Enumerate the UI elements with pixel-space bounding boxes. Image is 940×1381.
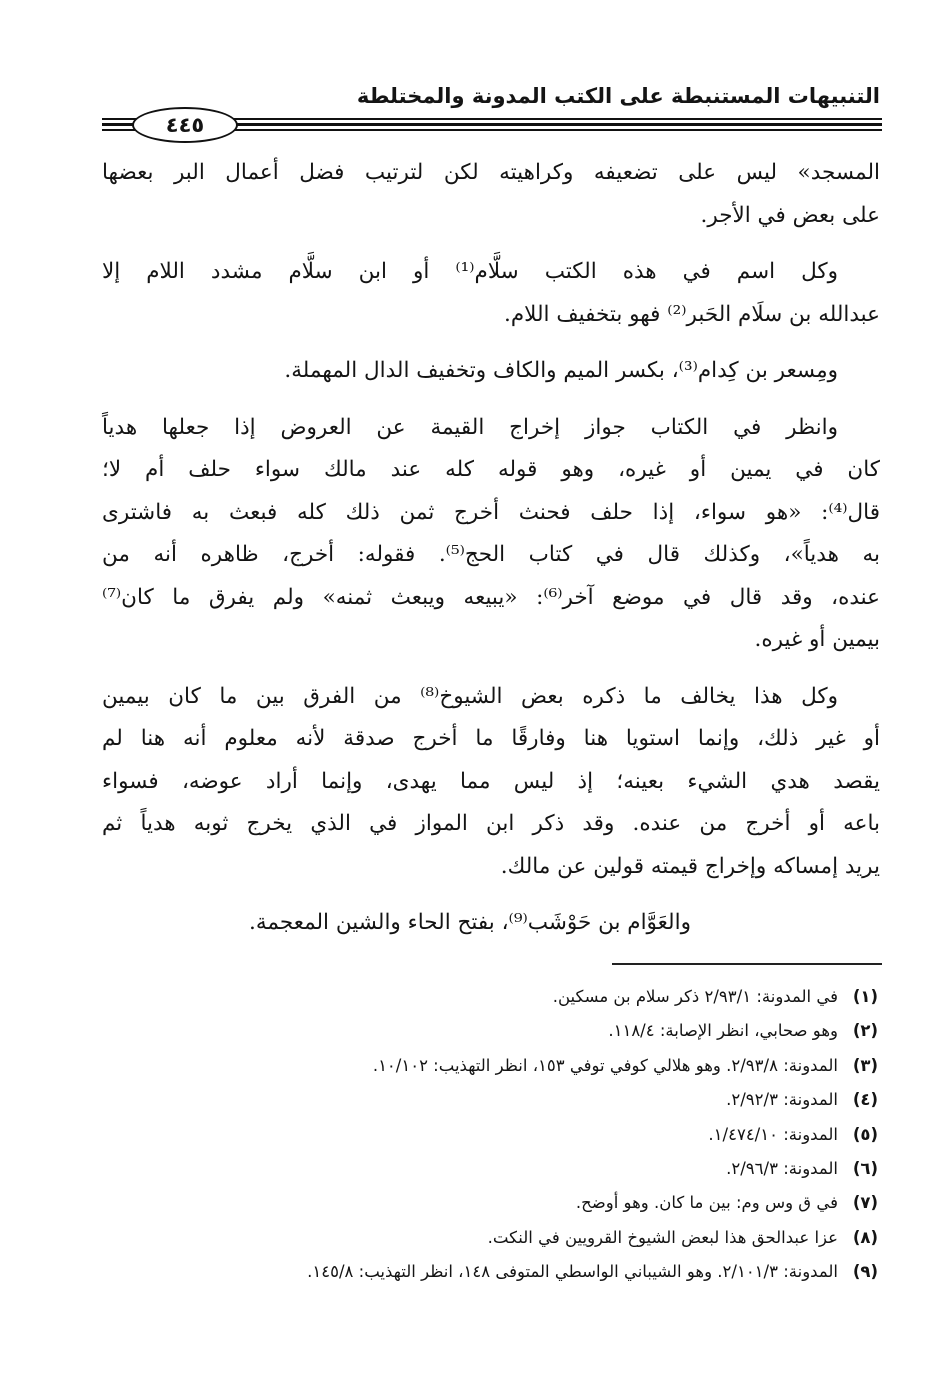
footnote (102, 1014, 878, 1048)
text-line: كان في يمين أو غيره، وهو قوله كله عند مالك سواء حلف أم لا؛ (102, 457, 880, 482)
footnote (102, 1221, 878, 1255)
text-line: المسجد» ليس على تضعيفه وكراهيته لكن لترتيب فضل أعمال البر بعضها (102, 160, 880, 185)
paragraph (102, 676, 880, 889)
page-number: ٤٤٥ (132, 107, 238, 143)
text-line: عنده، وقد قال في موضع آخر⁽⁶⁾: «يبيعه ويبعث ثمنه» ولم يفرق ما كان⁽⁷⁾ (102, 584, 880, 610)
text-line: عبدالله بن سلَام الحَبر⁽²⁾ فهو بتخفيف اللام. (504, 301, 880, 327)
footnote-text: في المدونة: ٢/٩٣/١ ذكر سلام بن مسكين. (552, 987, 838, 1006)
footnote (102, 1118, 878, 1152)
text-line: بيمين أو غيره. (754, 627, 880, 652)
text-line: أو غير ذلك، وإنما استويا هنا وفارقًا ما أخرج صدقة لأنه معلوم أنه هنا لم (102, 726, 880, 751)
text-line: وكل هذا يخالف ما ذكره بعض الشيوخ⁽⁸⁾ من الفرق بين ما كان بيمين (102, 683, 838, 709)
footnote-text: المدونة: ٢/٩٢/٣. (726, 1090, 838, 1110)
footnote-text: عزا عبدالحق هذا لبعض الشيوخ القرويين في النكت. (487, 1227, 838, 1247)
footnote-number: (١) (852, 987, 878, 1006)
paragraph (102, 350, 880, 393)
footnote (102, 1049, 878, 1083)
text-line: يريد إمساكه وإخراج قيمته قولين عن مالك. (500, 853, 880, 879)
footnote-text: المدونة: ٢/١٠١/٣. وهو الشيباني الواسطي المتوفى ١٤٨، انظر التهذيب: ١٤٥/٨. (307, 1262, 838, 1282)
footnotes (102, 980, 878, 1290)
footnote-number: (٤) (852, 1090, 878, 1110)
text-line: وانظر في الكتاب جواز إخراج القيمة عن العروض إذا جعلها هدياً (102, 414, 838, 440)
footnote-number: (٣) (852, 1055, 878, 1075)
text-line: يقصد هدي الشيء بعينه؛ إذ ليس مما يهدى، وإنما أراد عوضه، فسواء (102, 768, 880, 794)
text-line: على بعض في الأجر. (700, 202, 880, 228)
running-title: التنبيهات المستنبطة على الكتب المدونة والمختلطة (356, 84, 880, 108)
footnote-number: (٩) (852, 1262, 878, 1282)
body-text (102, 152, 880, 959)
footnote (102, 980, 878, 1014)
footnote-text: المدونة: ٢/٩٦/٣. (726, 1158, 838, 1178)
footnote-number: (٦) (852, 1158, 878, 1178)
footnote (102, 1152, 878, 1186)
text-line: والعَوَّام بن حَوْشَب⁽⁹⁾، بفتح الحاء والشين المعجمة. (249, 910, 691, 935)
footnote-text: المدونة: ٢/٩٣/٨. وهو هلالي كوفي توفي ١٥٣، انظر التهذيب: ١٠/١٠٢. (372, 1055, 838, 1075)
paragraph (102, 251, 880, 336)
paragraph (102, 407, 880, 662)
footnote-text: في ق وس وم: بين ما كان. وهو أوضح. (575, 1193, 838, 1213)
footnote (102, 1083, 878, 1117)
paragraph (102, 152, 880, 237)
paragraph (102, 902, 880, 945)
text-line: ومِسعر بن كِدام⁽³⁾، بكسر الميم والكاف وتخفيف الدال المهملة. (284, 358, 838, 383)
footnote-number: (٧) (852, 1193, 878, 1213)
footnote (102, 1186, 878, 1220)
footnote (102, 1255, 878, 1289)
text-line: باعه أو أخرج من عنده. وقد ذكر ابن المواز في الذي يخرج ثوبه هدياً ثم (102, 811, 880, 836)
footnote-number: (٥) (852, 1124, 878, 1144)
text-line: به هدياً»، وكذلك قال في كتاب الحج⁽⁵⁾. فقوله: أخرج، ظاهره أنه من (102, 542, 880, 567)
text-line: وكل اسم في هذه الكتب سلَّام⁽¹⁾ أو ابن سلَّام مشدد اللام إلا (102, 259, 839, 284)
footnote-number: (٢) (852, 1021, 878, 1041)
footnote-text: وهو صحابي، انظر الإصابة: ١١٨/٤. (608, 1021, 838, 1041)
text-line: قال⁽⁴⁾: «هو سواء، إذا حلف فحنث أخرج ثمن ذلك كله فبعث به فاشترى (102, 499, 880, 525)
footnote-text: المدونة: ١/٤٧٤/١٠. (708, 1124, 838, 1144)
footnote-separator (612, 963, 882, 965)
footnote-number: (٨) (852, 1227, 878, 1247)
